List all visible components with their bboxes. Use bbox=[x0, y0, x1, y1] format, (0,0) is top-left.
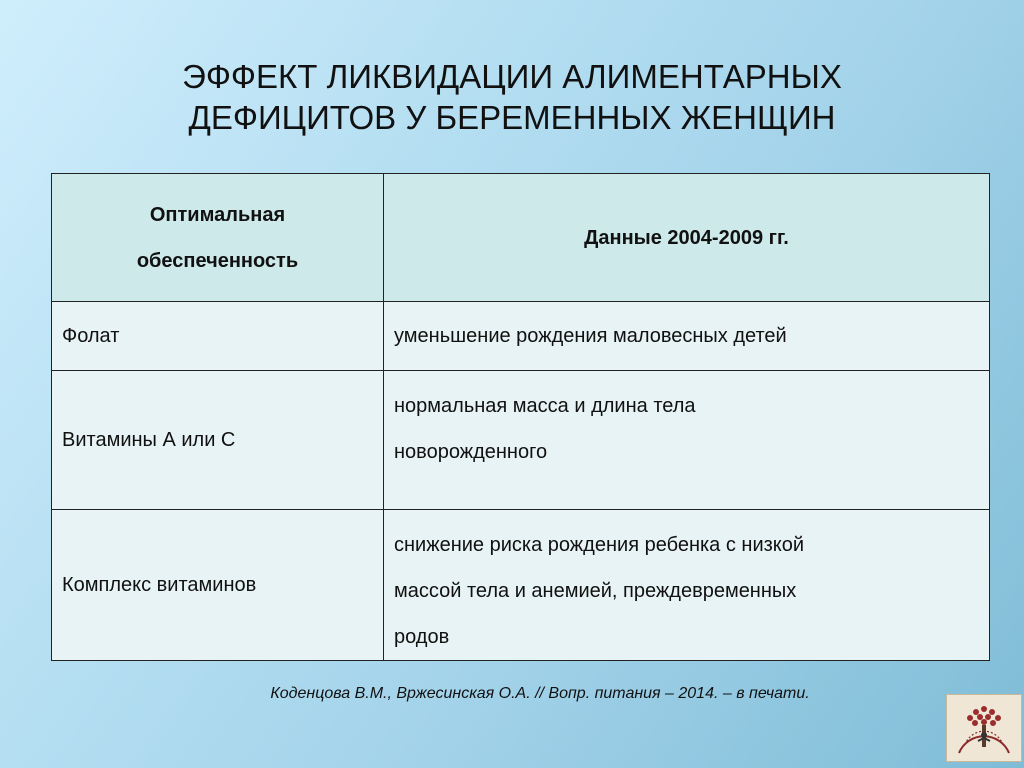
effect-line: новорожденного bbox=[394, 441, 548, 463]
logo-graphic bbox=[947, 695, 1021, 761]
nutrient-cell: Витамины А или С bbox=[52, 371, 384, 510]
header-cell-sufficiency-line-1: Оптимальная bbox=[149, 203, 286, 226]
table-row bbox=[52, 302, 990, 371]
title-line-2: ДЕФИЦИТОВ У БЕРЕМЕННЫХ ЖЕНЩИН bbox=[188, 99, 836, 136]
table-header-row bbox=[52, 174, 990, 302]
header-cell-sufficiency-line-2: обеспеченность bbox=[136, 249, 299, 272]
institute-tree-logo-icon bbox=[946, 694, 1022, 762]
nutrient-cell: Фолат bbox=[52, 302, 384, 371]
effect-line: родов bbox=[394, 626, 450, 648]
slide-title bbox=[0, 56, 1024, 138]
title-line-1: ЭФФЕКТ ЛИКВИДАЦИИ АЛИМЕНТАРНЫХ bbox=[182, 58, 842, 95]
table-row bbox=[52, 371, 990, 510]
citation: Коденцова В.М., Вржесинская О.А. // Вопр. питания – 2014. – в печати. bbox=[270, 685, 810, 702]
header-cell-data: Данные 2004-2009 гг. bbox=[384, 174, 990, 302]
nutrient-cell: Комплекс витаминов bbox=[52, 510, 384, 661]
effect-cell: уменьшение рождения маловесных детей bbox=[384, 302, 990, 371]
data-table bbox=[51, 173, 990, 661]
effect-line: массой тела и анемией, преждевременных bbox=[394, 580, 797, 602]
effect-cell bbox=[384, 510, 990, 661]
table-row bbox=[52, 510, 990, 661]
effect-cell bbox=[384, 371, 990, 510]
header-cell-sufficiency bbox=[52, 174, 384, 302]
effect-line: снижение риска рождения ребенка с низкой bbox=[394, 534, 805, 556]
effect-line: нормальная масса и длина тела bbox=[394, 395, 696, 417]
